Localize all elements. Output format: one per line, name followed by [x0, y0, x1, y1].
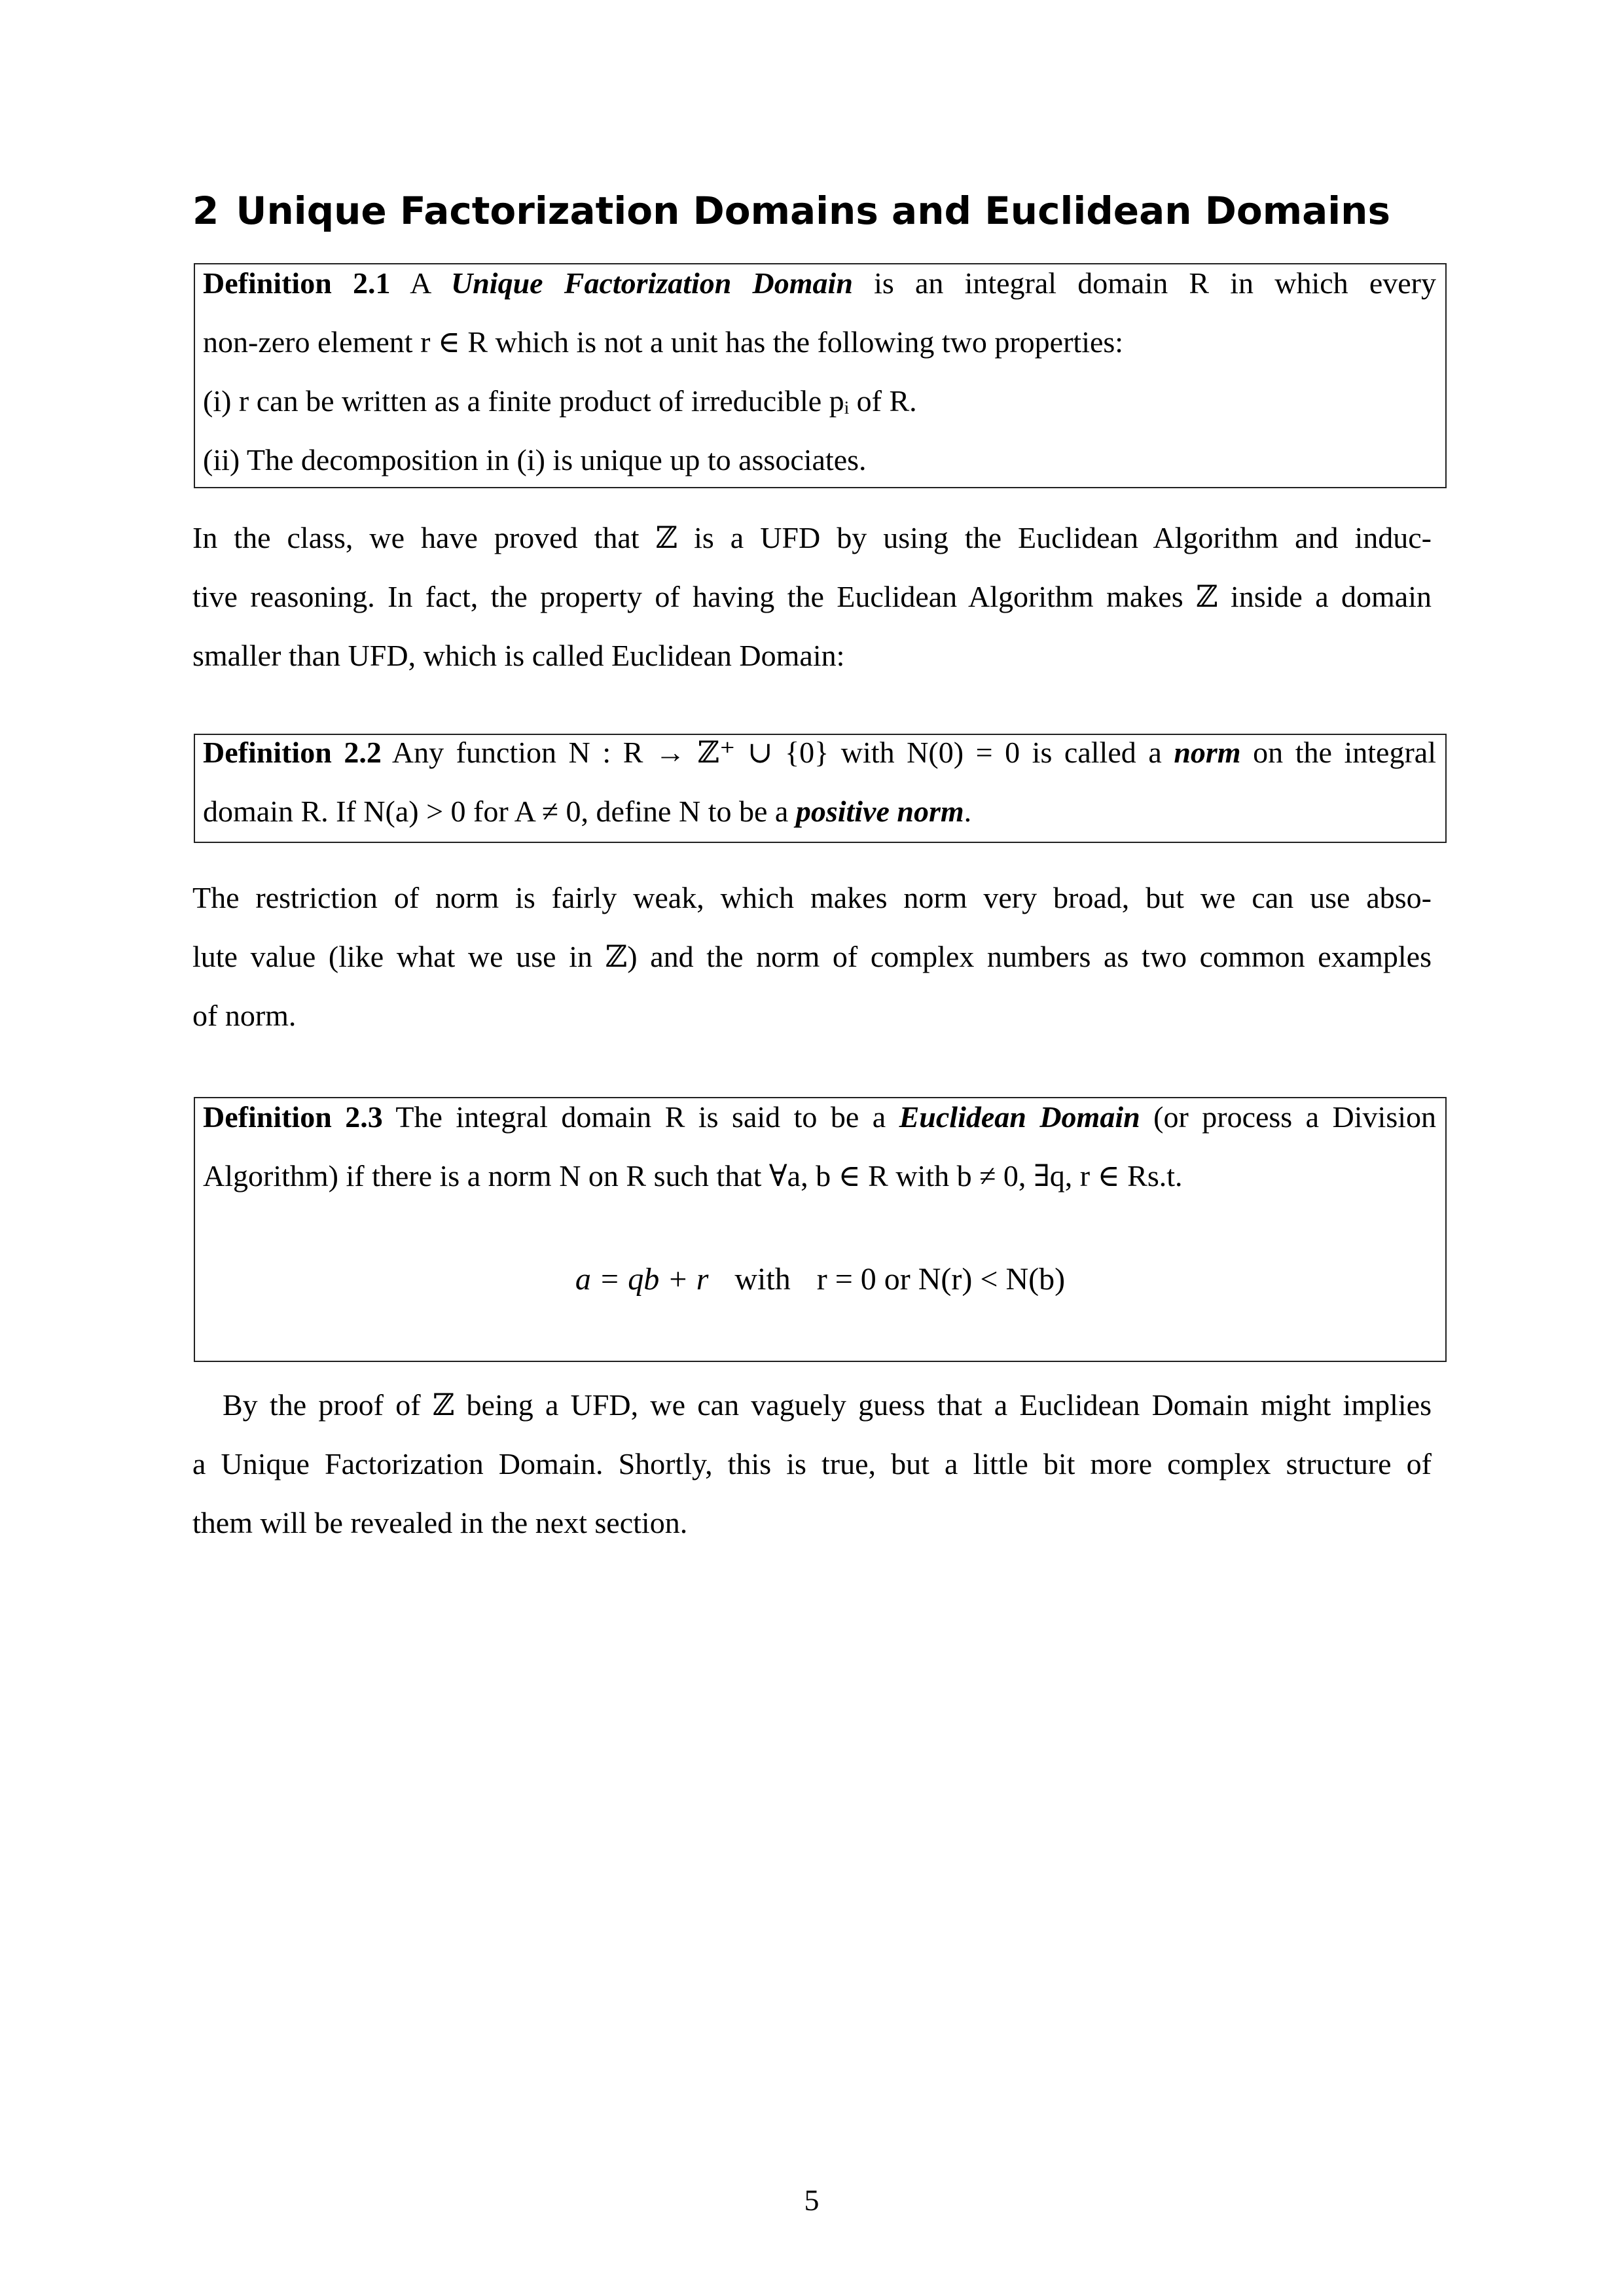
paragraph-3-line-3: them will be revealed in the next section. — [192, 1506, 688, 1539]
defined-term: Euclidean Domain — [899, 1100, 1140, 1134]
section-heading — [192, 185, 1390, 237]
paragraph-1-line-2: tive reasoning. In fact, the property of having the Euclidean Algorithm makes ℤ inside a domain — [192, 580, 1432, 613]
equation-lhs: a = qb + r — [575, 1262, 709, 1297]
definition-2-1-line-1 — [203, 264, 1436, 303]
equation-rhs: r = 0 or N(r) < N(b) — [816, 1262, 1066, 1297]
definition-2-3-line-2: Algorithm) if there is a norm N on R such that ∀a, b ∈ R with b ≠ 0, ∃q, r ∈ Rs.t. — [203, 1159, 1183, 1193]
definition-2-1-property-i: (i) r can be written as a finite product of irreducible pᵢ of R. — [203, 384, 917, 418]
paragraph-1-line-3: smaller than UFD, which is called Euclidean Domain: — [192, 639, 845, 672]
definition-text: is an integral domain R in which every — [852, 266, 1436, 300]
definition-2-2-line-1 — [203, 733, 1436, 772]
definition-text: (or process a Division — [1140, 1100, 1437, 1134]
definition-2-2-line-2 — [203, 792, 1436, 831]
defined-term: Unique Factorization Domain — [451, 266, 853, 300]
paragraph-2-line-3: of norm. — [192, 999, 297, 1032]
definition-2-3-line-1 — [203, 1098, 1436, 1137]
definition-2-1-property-ii: (ii) The decomposition in (i) is unique up to associates. — [203, 443, 867, 476]
paragraph-2-line-1: The restriction of norm is fairly weak, which makes norm very broad, but we can use abso- — [192, 881, 1432, 914]
definition-text: A — [410, 266, 451, 300]
definition-text: Any function N : R → ℤ⁺ ∪ {0} with N(0) = 0 is called a — [381, 736, 1174, 769]
definition-label: Definition 2.3 — [203, 1100, 383, 1134]
definition-text: The integral domain R is said to be a — [382, 1100, 899, 1134]
defined-term: norm — [1174, 736, 1241, 769]
section-title: Unique Factorization Domains and Euclidean Domains — [236, 188, 1390, 233]
definition-text: on the integral — [1240, 736, 1436, 769]
definition-text: . — [964, 795, 972, 828]
equation-connector: with — [734, 1262, 791, 1297]
paragraph-3-line-1: By the proof of ℤ being a UFD, we can vaguely guess that a Euclidean Domain might implies — [223, 1388, 1432, 1422]
defined-term: positive norm — [795, 795, 964, 828]
division-algorithm-equation — [194, 1260, 1447, 1299]
section-number: 2 — [192, 188, 219, 233]
definition-text: domain R. If N(a) > 0 for A ≠ 0, define N to be a — [203, 795, 796, 828]
definition-label: Definition 2.2 — [203, 736, 382, 769]
paragraph-2-line-2: lute value (like what we use in ℤ) and the norm of complex numbers as two common examples — [192, 940, 1432, 973]
page-number: 5 — [804, 2183, 820, 2217]
definition-2-1-line-2: non-zero element r ∈ R which is not a unit has the following two properties: — [203, 325, 1124, 359]
paragraph-3-line-2: a Unique Factorization Domain. Shortly, this is true, but a little bit more complex structure of — [192, 1447, 1432, 1480]
definition-label: Definition 2.1 — [203, 266, 391, 300]
paragraph-1-line-1: In the class, we have proved that ℤ is a UFD by using the Euclidean Algorithm and induc- — [192, 521, 1432, 554]
